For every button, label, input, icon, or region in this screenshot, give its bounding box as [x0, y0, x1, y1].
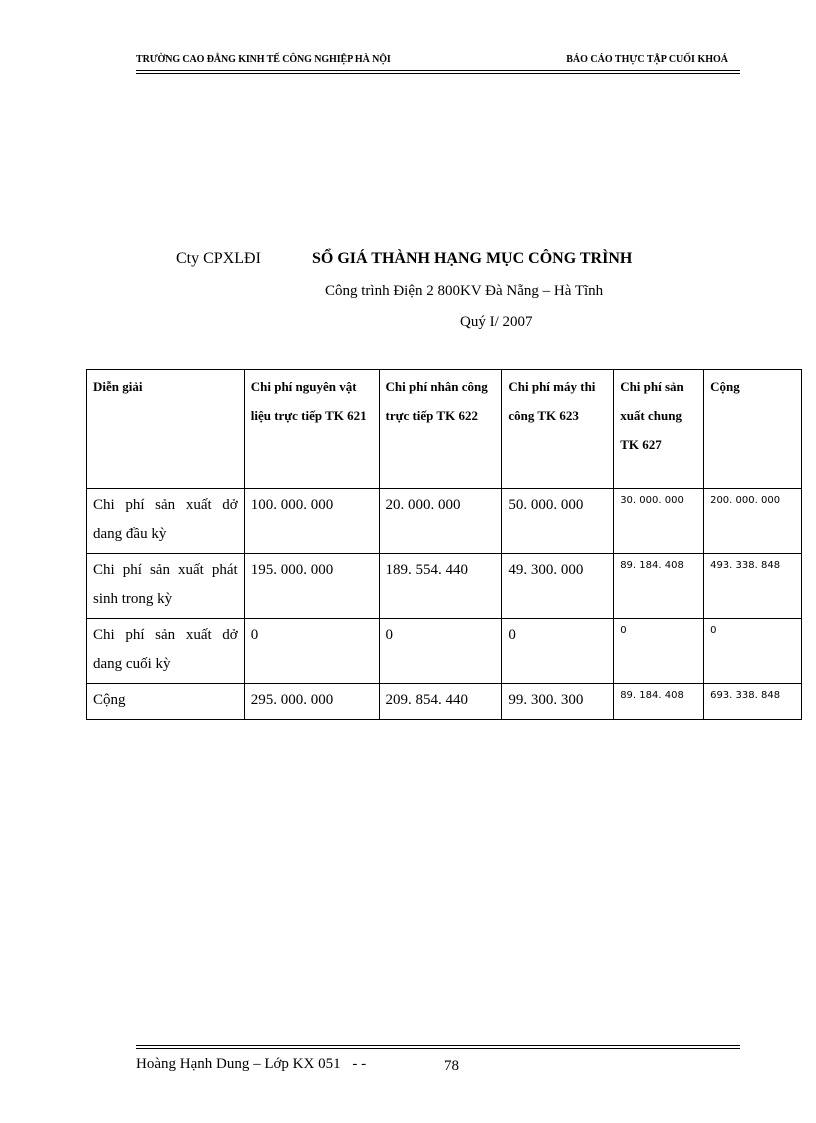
header-labor-cost: Chi phí nhân công trực tiếp TK 622: [379, 370, 502, 489]
cell-value: 295. 000. 000: [244, 684, 379, 720]
header-total: Cộng: [704, 370, 802, 489]
page-header: [136, 52, 740, 72]
document-title: SỔ GIÁ THÀNH HẠNG MỤC CÔNG TRÌNH: [312, 250, 633, 267]
cell-value: 20. 000. 000: [379, 489, 502, 554]
page-footer: [136, 1056, 459, 1074]
cell-value: 89. 184. 408: [614, 554, 704, 619]
header-overhead-cost: Chi phí sản xuất chung TK 627: [614, 370, 704, 489]
table-header-row: [87, 370, 802, 489]
project-name: Công trình Điện 2 800KV Đà Nẵng – Hà Tĩnh: [325, 283, 604, 299]
report-title: BÁO CÁO THỰC TẬP CUỐI KHOÁ: [566, 54, 728, 65]
row-label: Chi phí sản xuất dở dang đầu kỳ: [87, 489, 245, 554]
cell-value: 493. 338. 848: [704, 554, 802, 619]
cell-value: 0: [704, 619, 802, 684]
header-description: Diễn giải: [87, 370, 245, 489]
report-period: Quý I/ 2007: [460, 314, 533, 330]
table-total-row: [87, 684, 802, 720]
cell-value: 30. 000. 000: [614, 489, 704, 554]
cell-value: 209. 854. 440: [379, 684, 502, 720]
cell-value: 99. 300. 300: [502, 684, 614, 720]
cell-value: 0: [614, 619, 704, 684]
cell-value: 189. 554. 440: [379, 554, 502, 619]
footer-dashes: - -: [352, 1056, 367, 1072]
cell-value: 0: [379, 619, 502, 684]
row-label: Chi phí sản xuất phát sinh trong kỳ: [87, 554, 245, 619]
school-name: TRƯỜNG CAO ĐẲNG KINH TẾ CÔNG NGHIỆP HÀ NỘI: [136, 54, 391, 65]
table-row: [87, 619, 802, 684]
cell-value: 200. 000. 000: [704, 489, 802, 554]
cell-value: 693. 338. 848: [704, 684, 802, 720]
cell-value: 0: [502, 619, 614, 684]
table-row: [87, 489, 802, 554]
header-machine-cost: Chi phí máy thi công TK 623: [502, 370, 614, 489]
cell-value: 50. 000. 000: [502, 489, 614, 554]
cell-value: 89. 184. 408: [614, 684, 704, 720]
page-number: 78: [444, 1058, 459, 1074]
footer-rule-bottom: [136, 1048, 740, 1049]
cell-value: 49. 300. 000: [502, 554, 614, 619]
cell-value: 0: [244, 619, 379, 684]
row-label: Chi phí sản xuất dở dang cuối kỳ: [87, 619, 245, 684]
header-material-cost: Chi phí nguyên vật liệu trực tiếp TK 621: [244, 370, 379, 489]
cell-value: 195. 000. 000: [244, 554, 379, 619]
cost-table: [86, 369, 802, 720]
row-label: Cộng: [87, 684, 245, 720]
company-name: Cty CPXLĐI: [176, 250, 261, 267]
header-rule-bottom: [136, 73, 740, 74]
cell-value: 100. 000. 000: [244, 489, 379, 554]
header-rule-top: [136, 70, 740, 71]
footer-rule-top: [136, 1045, 740, 1046]
table-row: [87, 554, 802, 619]
author-name: Hoàng Hạnh Dung – Lớp KX 051: [136, 1056, 341, 1072]
